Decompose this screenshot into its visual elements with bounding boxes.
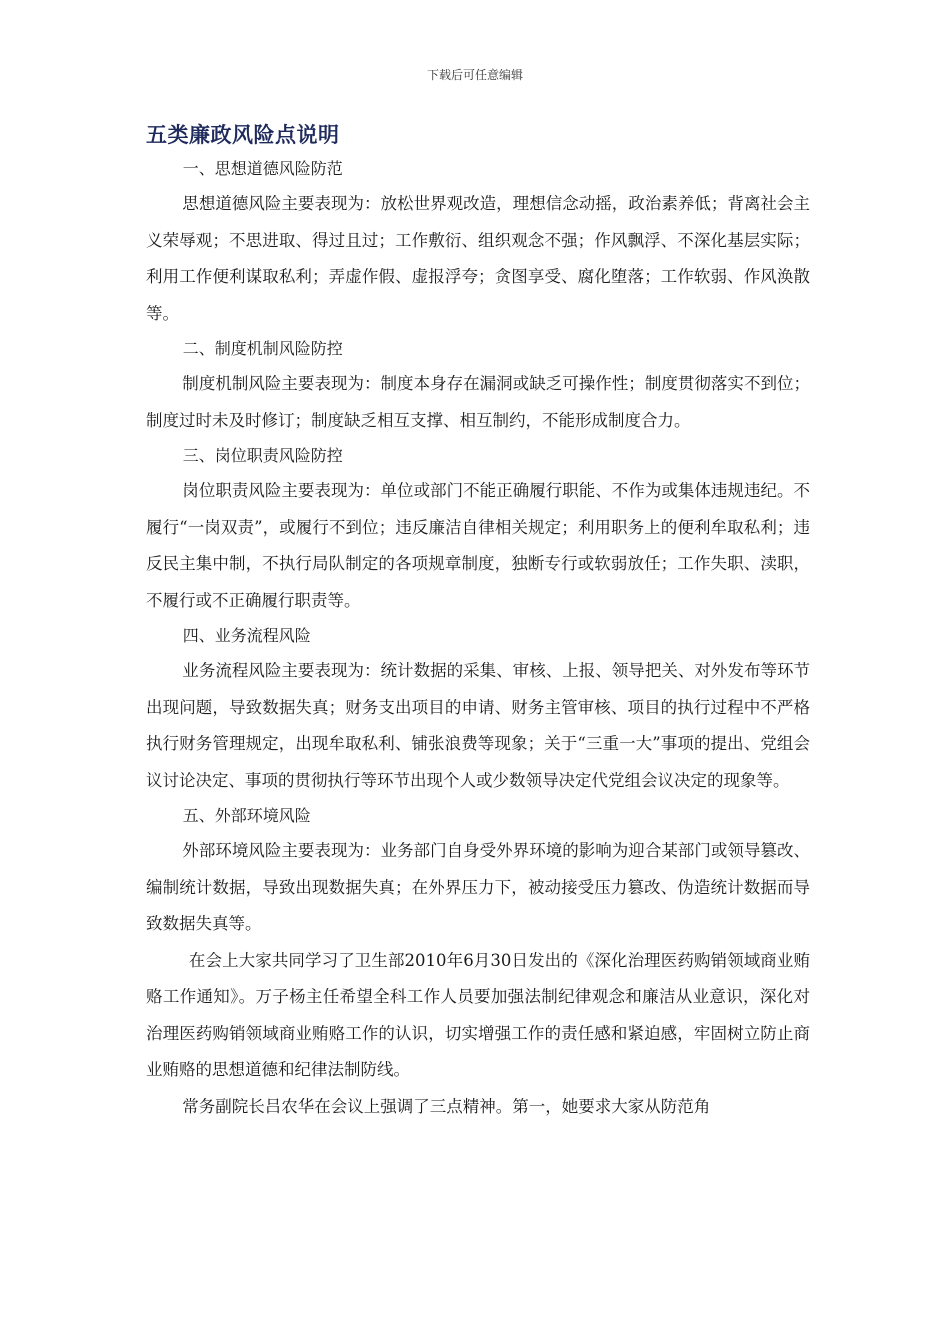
section-body-4: 业务流程风险主要表现为：统计数据的采集、审核、上报、领导把关、对外发布等环节出现问题，导致数据失真；财务支出项目的申请、财务主管审核、项目的执行过程中不严格执行财务管理规定，出现牟取私利、铺张浪费等现象；关于“三重一大”事项的提出、党组会议讨论决定、事项的贯彻执行等环节出现个人或少数领导决定代党组会议决定的现象等。 <box>146 661 810 790</box>
document-title: 五类廉政风险点说明 <box>146 122 340 147</box>
section-body-3: 岗位职责风险主要表现为：单位或部门不能正确履行职能、不作为或集体违规违纪。不履行“一岗双责”，或履行不到位；违反廉洁自律相关规定；利用职务上的便利牟取私利；违反民主集中制，不执行局队制定的各项规章制度，独断专行或软弱放任；工作失职、渎职，不履行或不正确履行职责等。 <box>146 481 810 610</box>
section-heading-4: 四、业务流程风险 <box>182 626 311 645</box>
document-body <box>146 118 810 1125</box>
page-header-note: 下载后可任意编辑 <box>426 68 523 82</box>
section-heading-3: 三、岗位职责风险防控 <box>182 446 343 465</box>
closing-paragraph-1: 在会上大家共同学习了卫生部2010年6月30日发出的《深化治理医药购销领域商业贿赂工作通知》。万子杨主任希望全科工作人员要加强法制纪律观念和廉洁从业意识，深化对治理医药购销领域商业贿赂工作的认识，切实增强工作的责任感和紧迫感，牢固树立防止商业贿赂的思想道德和纪律法制防线。 <box>146 950 810 1079</box>
section-heading-5: 五、外部环境风险 <box>182 806 311 825</box>
section-heading-1: 一、思想道德风险防范 <box>182 159 343 178</box>
section-heading-2: 二、制度机制风险防控 <box>182 339 343 358</box>
section-body-5: 外部环境风险主要表现为：业务部门自身受外界环境的影响为迎合某部门或领导篡改、编制统计数据，导致出现数据失真；在外界压力下，被动接受压力篡改、伪造统计数据而导致数据失真等。 <box>146 841 810 933</box>
section-body-2: 制度机制风险主要表现为：制度本身存在漏洞或缺乏可操作性；制度贯彻落实不到位；制度过时未及时修订；制度缺乏相互支撑、相互制约，不能形成制度合力。 <box>146 374 810 430</box>
section-body-1: 思想道德风险主要表现为：放松世界观改造，理想信念动摇，政治素养低；背离社会主义荣辱观；不思进取、得过且过；工作敷衍、组织观念不强；作风飘浮、不深化基层实际；利用工作便利谋取私利；弄虚作假、虚报浮夸；贪图享受、腐化堕落；工作软弱、作风涣散等。 <box>146 194 810 323</box>
closing-paragraph-2: 常务副院长吕农华在会议上强调了三点精神。第一，她要求大家从防范角 <box>182 1096 711 1116</box>
